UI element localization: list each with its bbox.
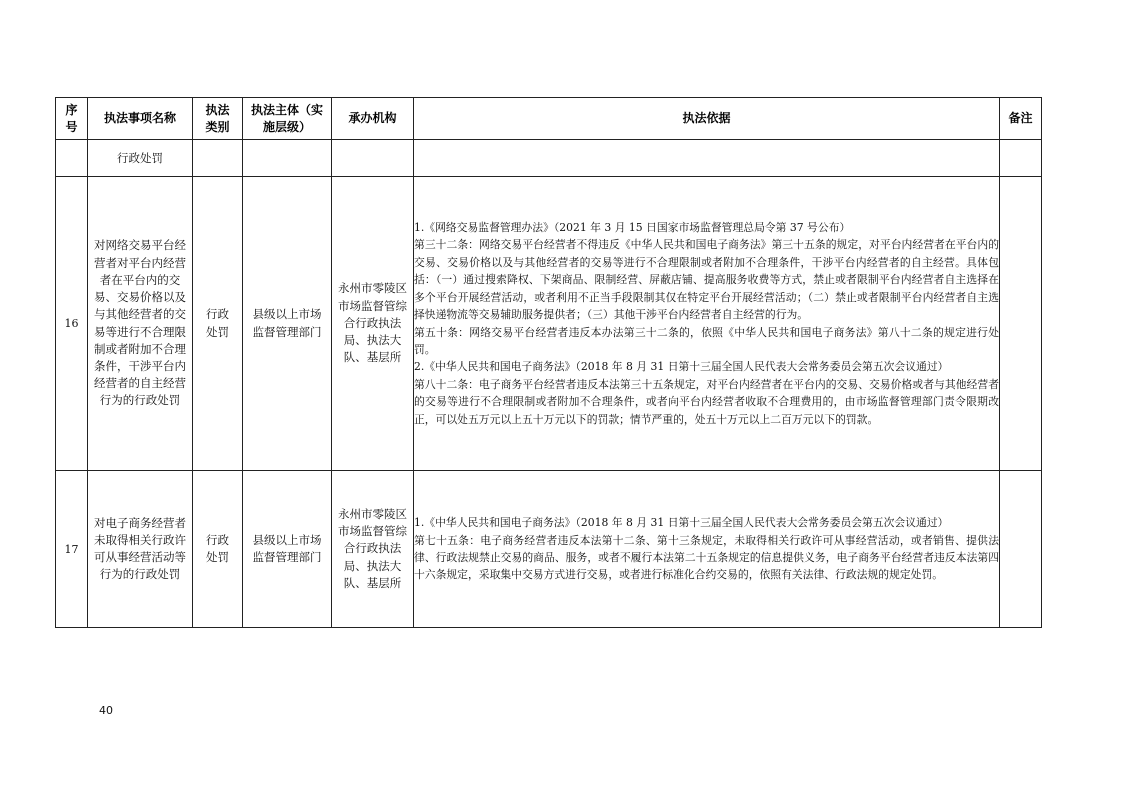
cell-basis	[414, 140, 1000, 177]
basis-paragraph: 1.《中华人民共和国电子商务法》（2018 年 8 月 31 日第十三届全国人民代表大会常务委员会第五次会议通过）	[414, 516, 949, 530]
cell-name	[88, 140, 193, 177]
page-number: 40	[99, 704, 113, 717]
cell-name: 对网络交易平台经营者对平台内经营者在平台内的交易、交易价格以及与其他经营者的交易等进行不合理限制或者附加不合理条件，干涉平台内经营者的自主经营行为的行政处罚	[88, 177, 193, 471]
cell-remark	[1000, 471, 1042, 628]
table-row	[56, 471, 1042, 628]
cell-agency: 永州市零陵区市场监督管综合行政执法局、执法大队、基层所	[332, 471, 414, 628]
cell-agency: 永州市零陵区市场监督管综合行政执法局、执法大队、基层所	[332, 177, 414, 471]
cell-seq	[56, 140, 88, 177]
header-remark: 备注	[1000, 98, 1042, 140]
cell-basis	[414, 471, 1000, 628]
cell-subject	[243, 140, 332, 177]
basis-paragraph: 第三十二条：网络交易平台经营者不得违反《中华人民共和国电子商务法》第三十五条的规定，对平台内经营者在平台内的交易、交易价格以及与其他经营者的交易等进行不合理限制或者附加不合理条件，干涉平台内经营者的自主经营。具体包括：（一）通过搜索降权、下架商品、限制经营、屏蔽店铺、提高服务收费等方式，禁止或者限制平台内经营者自主选择在多个平台开展经营活动，或者利用不正当手段限制其仅在特定平台开展经营活动；（二）禁止或者限制平台内经营者自主选择快递物流等交易辅助服务提供者；（三）其他干涉平台内经营者自主经营的行为。	[414, 238, 999, 322]
cell-seq: 16	[56, 177, 88, 471]
cell-remark	[1000, 177, 1042, 471]
cell-subject: 县级以上市场监督管理部门	[243, 177, 332, 471]
cell-subject: 县级以上市场监督管理部门	[243, 471, 332, 628]
cell-type: 行政处罚	[193, 177, 243, 471]
table-row	[56, 177, 1042, 471]
header-name: 执法事项名称	[88, 98, 193, 140]
header-type: 执法类别	[193, 98, 243, 140]
basis-paragraph: 1.《网络交易监督管理办法》（2021 年 3 月 15 日国家市场监督管理总局令第 37 号公布）	[414, 221, 851, 235]
table-row-continuation	[56, 140, 1042, 177]
header-seq: 序号	[56, 98, 88, 140]
basis-paragraph: 第七十五条：电子商务经营者违反本法第十二条、第十三条规定，未取得相关行政许可从事经营活动，或者销售、提供法律、行政法规禁止交易的商品、服务，或者不履行本法第二十五条规定的信息提供义务，电子商务平台经营者违反本法第四十六条规定，采取集中交易方式进行交易，或者进行标准化合约交易的，依照有关法律、行政法规的规定处罚。	[414, 533, 999, 582]
cell-type: 行政处罚	[193, 471, 243, 628]
header-agency: 承办机构	[332, 98, 414, 140]
basis-paragraph: 2.《中华人民共和国电子商务法》（2018 年 8 月 31 日第十三届全国人民代表大会常务委员会第五次会议通过）	[414, 360, 949, 374]
cell-type	[193, 140, 243, 177]
name-tail-text: 行政处罚	[117, 151, 163, 166]
header-subject: 执法主体（实施层级）	[243, 98, 332, 140]
cell-basis	[414, 177, 1000, 471]
cell-name: 对电子商务经营者未取得相关行政许可从事经营活动等行为的行政处罚	[88, 471, 193, 628]
cell-agency	[332, 140, 414, 177]
cell-remark	[1000, 140, 1042, 177]
basis-paragraph: 第五十条：网络交易平台经营者违反本办法第三十二条的，依照《中华人民共和国电子商务法》第八十二条的规定进行处罚。	[414, 325, 999, 356]
cell-seq: 17	[56, 471, 88, 628]
enforcement-table	[55, 97, 1042, 628]
table-header-row	[56, 98, 1042, 140]
basis-paragraph: 第八十二条：电子商务平台经营者违反本法第三十五条规定，对平台内经营者在平台内的交易、交易价格或者与其他经营者的交易等进行不合理限制或者附加不合理条件，或者向平台内经营者收取不合理费用的，由市场监督管理部门责令限期改正，可以处五万元以上五十万元以下的罚款；情节严重的，处五十万元以上二百万元以下的罚款。	[414, 377, 999, 426]
header-basis: 执法依据	[414, 98, 1000, 140]
